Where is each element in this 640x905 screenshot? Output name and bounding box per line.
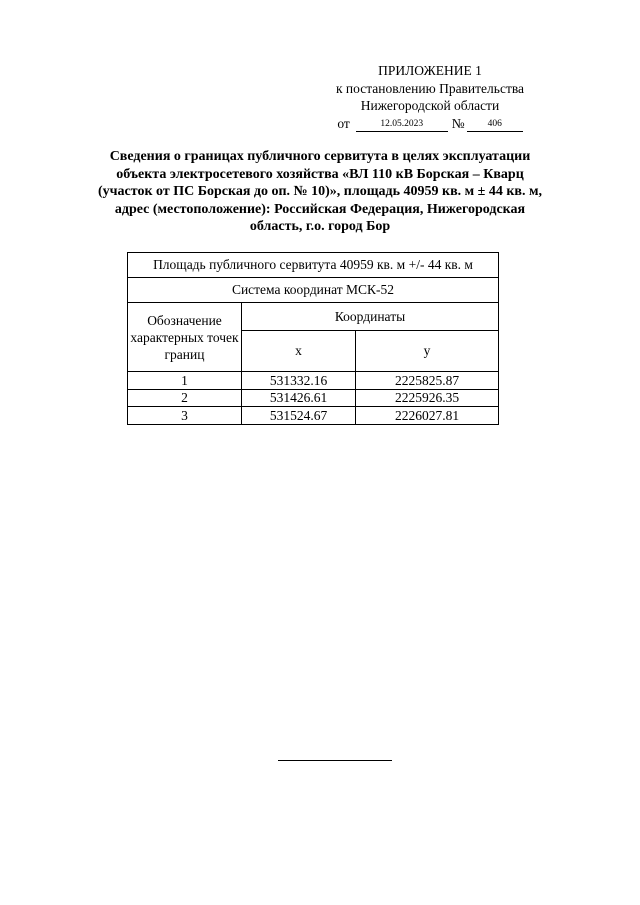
appendix-date-row [300, 115, 560, 133]
appendix-header [300, 62, 560, 132]
from-label: от [337, 115, 350, 131]
resolution-number: 406 [467, 119, 523, 132]
x-header: x [242, 331, 356, 372]
title-line-2: объекта электросетевого хозяйства «ВЛ 110 кВ Борская – Кварц [116, 166, 524, 182]
table-row [128, 407, 499, 425]
resolution-date: 12.05.2023 [356, 119, 448, 132]
coordinates-header: Координаты [242, 303, 499, 331]
cell-point: 2 [128, 389, 242, 407]
title-line-4: адрес (местоположение): Российская Федерация, Нижегородская [114, 201, 526, 217]
coordinate-system-header: Система координат МСК-52 [128, 278, 499, 303]
cell-y: 2225926.35 [356, 389, 499, 407]
table-row [128, 389, 499, 407]
cell-y: 2226027.81 [356, 407, 499, 425]
cell-x: 531524.67 [242, 407, 356, 425]
y-header: y [356, 331, 499, 372]
number-label: № [451, 115, 465, 131]
cell-point: 1 [128, 372, 242, 390]
appendix-title: ПРИЛОЖЕНИЕ 1 [378, 63, 482, 78]
cell-x: 531426.61 [242, 389, 356, 407]
title-line-1: Сведения о границах публичного сервитута в целях эксплуатации [109, 149, 531, 164]
table-row [128, 372, 499, 390]
area-header: Площадь публичного сервитута 40959 кв. м +/- 44 кв. м [128, 253, 499, 278]
cell-point: 3 [128, 407, 242, 425]
document-title [80, 148, 560, 236]
coordinates-table [127, 252, 499, 425]
cell-y: 2225825.87 [356, 372, 499, 390]
cell-x: 531332.16 [242, 372, 356, 390]
points-header: Обозначение характерных точек границ [128, 303, 242, 372]
table-body [128, 372, 499, 425]
appendix-region-line: Нижегородской области [360, 98, 500, 113]
title-line-3: (участок от ПС Борская до оп. № 10)», площадь 40959 кв. м ± 44 кв. м, [97, 184, 543, 199]
title-line-5: область, г.о. город Бор [249, 219, 391, 234]
appendix-resolution-line: к постановлению Правительства [335, 80, 525, 96]
footer-divider [278, 760, 392, 761]
